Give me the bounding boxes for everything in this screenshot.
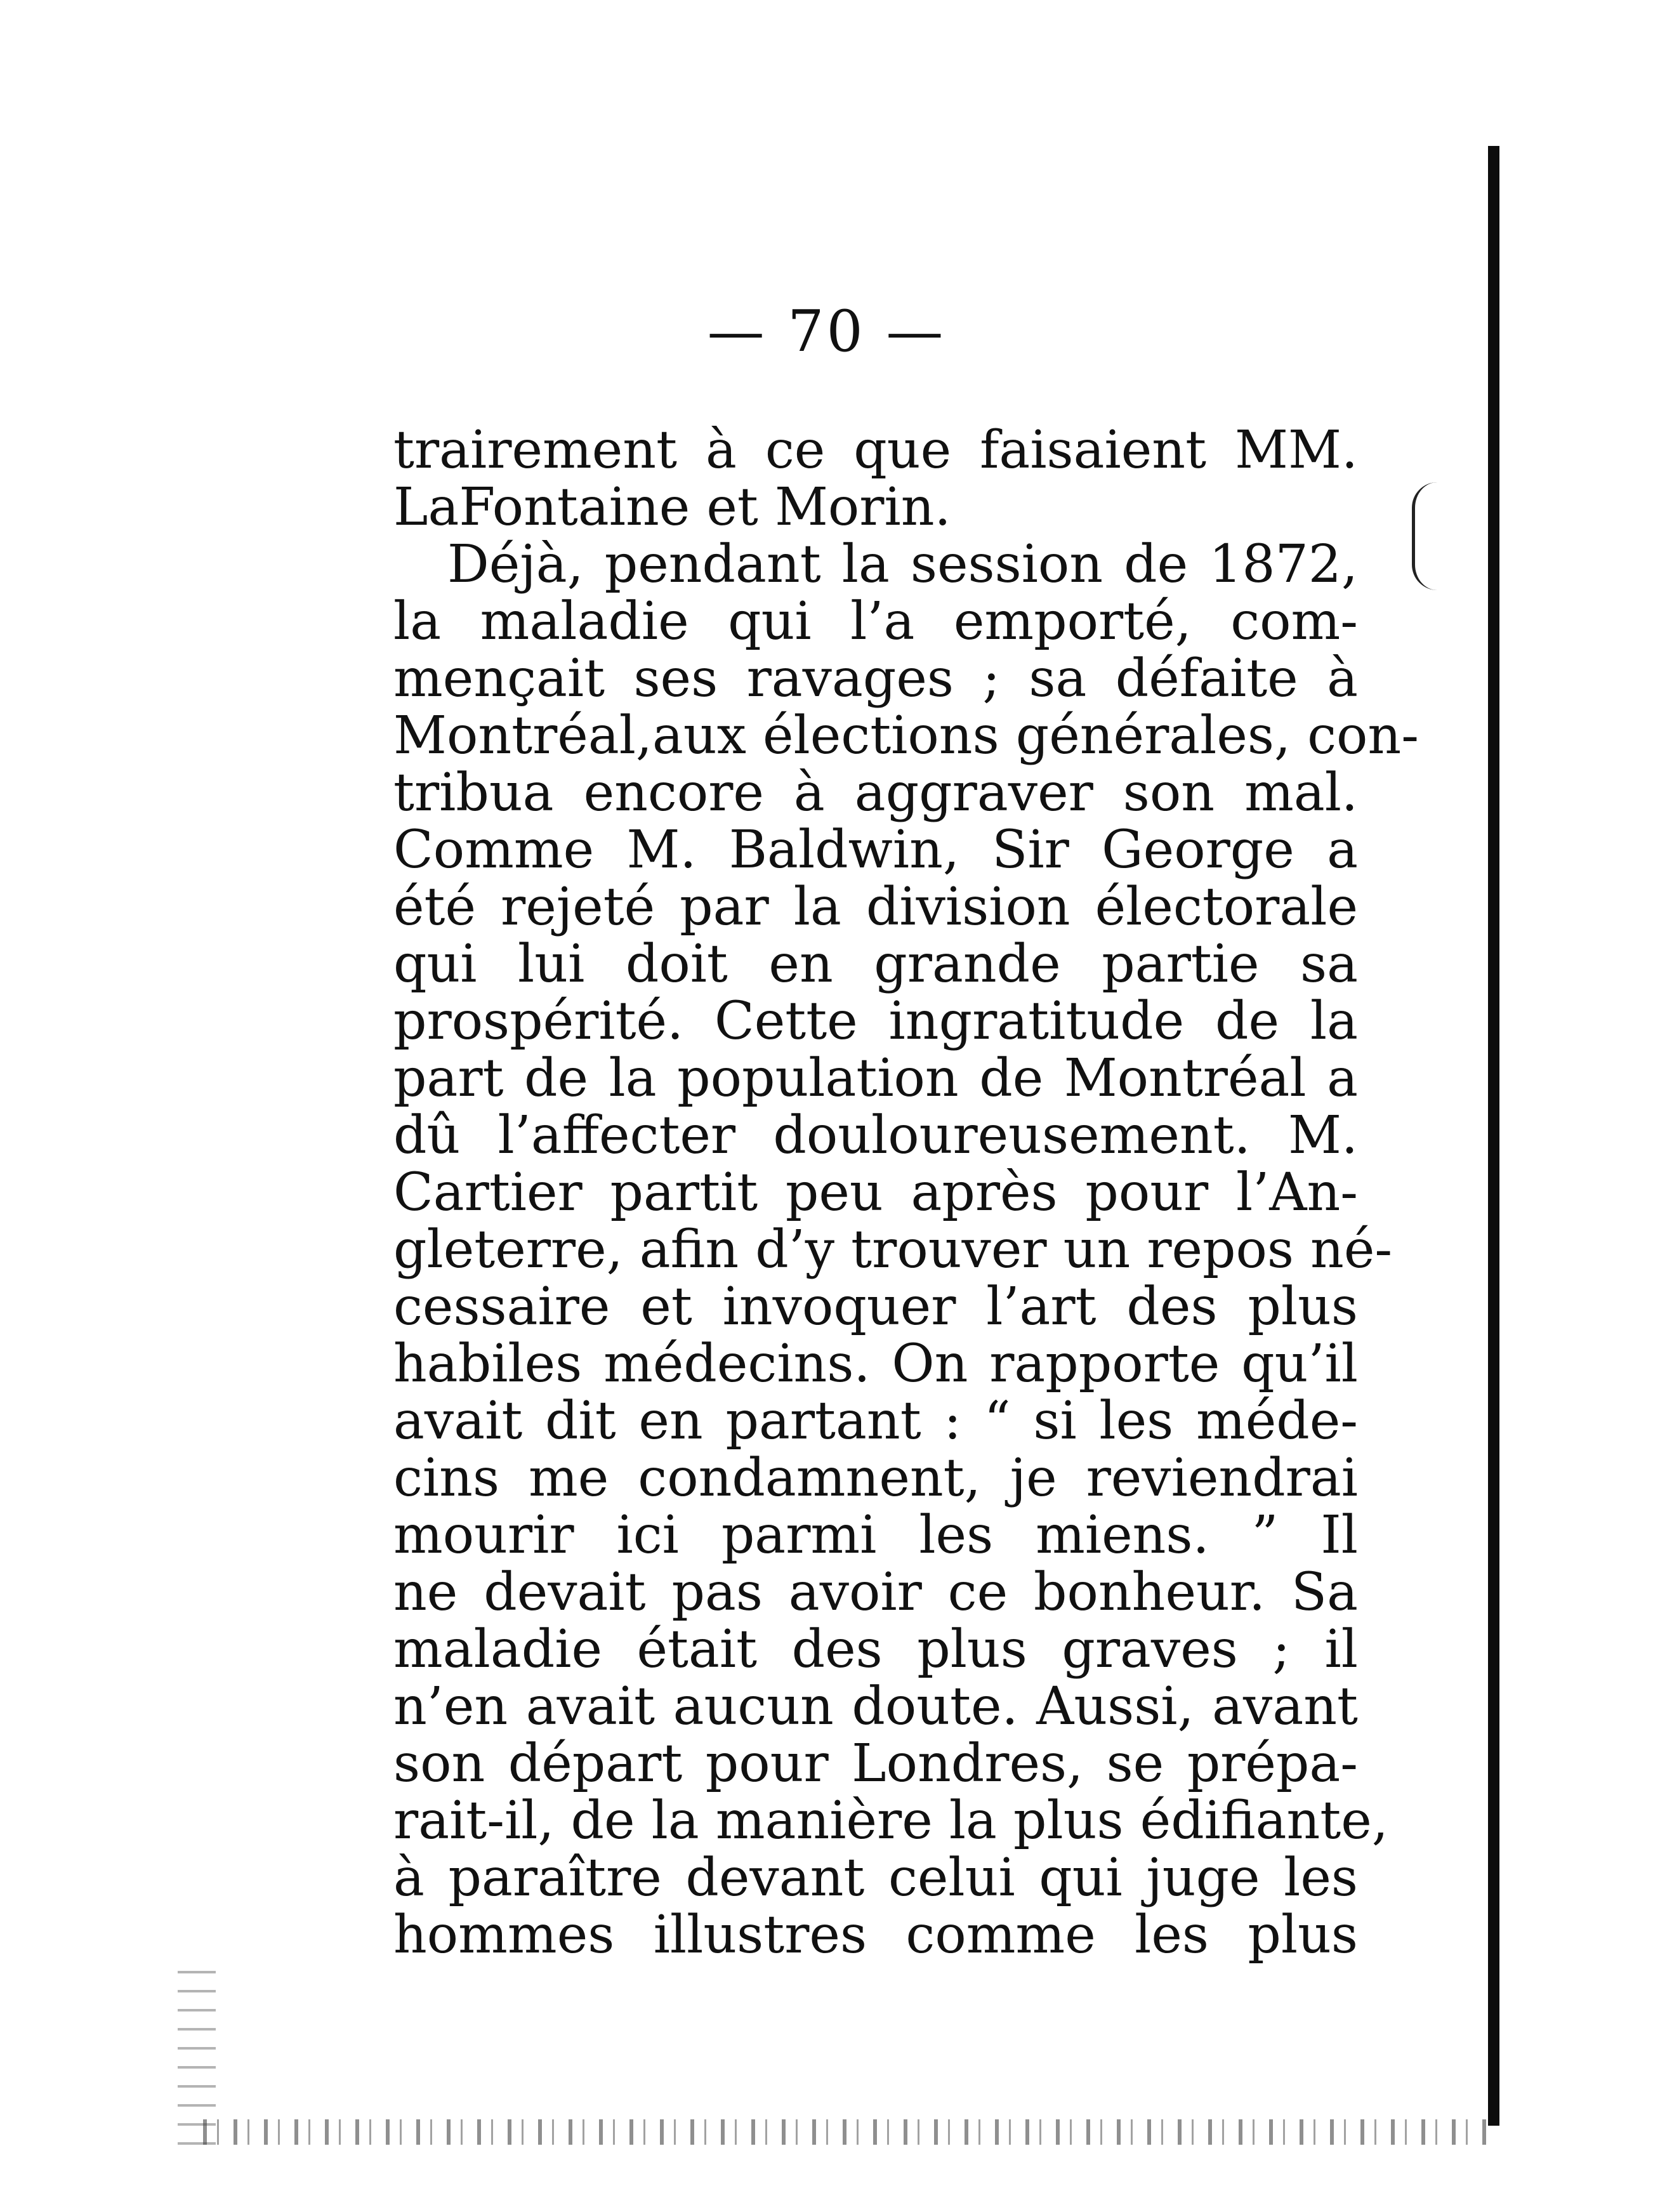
text-line: ne devait pas avoir ce bonheur. Sa: [393, 1562, 1358, 1623]
text-line: rait-il, de la manière la plus édifiante,: [393, 1791, 1388, 1851]
text-line: mourir ici parmi les miens. ” Il: [393, 1505, 1358, 1565]
text-line: Montréal,aux élections générales, con-: [393, 706, 1419, 766]
text-line: Déjà, pendant la session de 1872,: [447, 534, 1358, 595]
scan-noise-bottom: [203, 2119, 1491, 2145]
text-line: n’en avait aucun doute. Aussi, avant: [393, 1676, 1358, 1737]
text-line: habiles médecins. On rapporte qu’il: [393, 1334, 1358, 1394]
text-line: LaFontaine et Morin.: [393, 477, 951, 537]
text-line: gleterre, afin d’y trouver un repos né-: [393, 1220, 1393, 1280]
text-line: dû l’affecter douloureusement. M.: [393, 1105, 1358, 1166]
text-line: avait dit en partant : “ si les méde-: [393, 1391, 1358, 1451]
text-line: cins me condamnent, je reviendrai: [393, 1448, 1358, 1508]
text-line: cessaire et invoquer l’art des plus: [393, 1277, 1358, 1337]
body-text: [393, 420, 1419, 1965]
text-line: prospérité. Cette ingratitude de la: [393, 991, 1358, 1051]
text-line: qui lui doit en grande partie sa: [393, 934, 1358, 994]
text-line: mençait ses ravages ; sa défaite à: [393, 648, 1358, 709]
page-number: — 70 —: [707, 298, 946, 365]
text-line: la maladie qui l’a emporté, com-: [393, 591, 1358, 652]
margin-bracket-mark: [1412, 482, 1440, 590]
scan-noise-left: [178, 1954, 216, 2145]
text-line: trairement à ce que faisaient MM.: [393, 420, 1358, 480]
text-line: son départ pour Londres, se prépa-: [393, 1734, 1358, 1794]
text-line: maladie était des plus graves ; il: [393, 1619, 1358, 1680]
page-edge-shadow: [1488, 146, 1499, 2126]
text-line: été rejeté par la division électorale: [393, 877, 1358, 937]
text-line: Comme M. Baldwin, Sir George a: [393, 820, 1358, 880]
text-line: à paraître devant celui qui juge les: [393, 1848, 1358, 1908]
text-line: hommes illustres comme les plus: [393, 1905, 1358, 1965]
text-line: tribua encore à aggraver son mal.: [393, 763, 1358, 823]
text-line: Cartier partit peu après pour l’An-: [393, 1162, 1358, 1223]
text-line: part de la population de Montréal a: [393, 1048, 1358, 1109]
